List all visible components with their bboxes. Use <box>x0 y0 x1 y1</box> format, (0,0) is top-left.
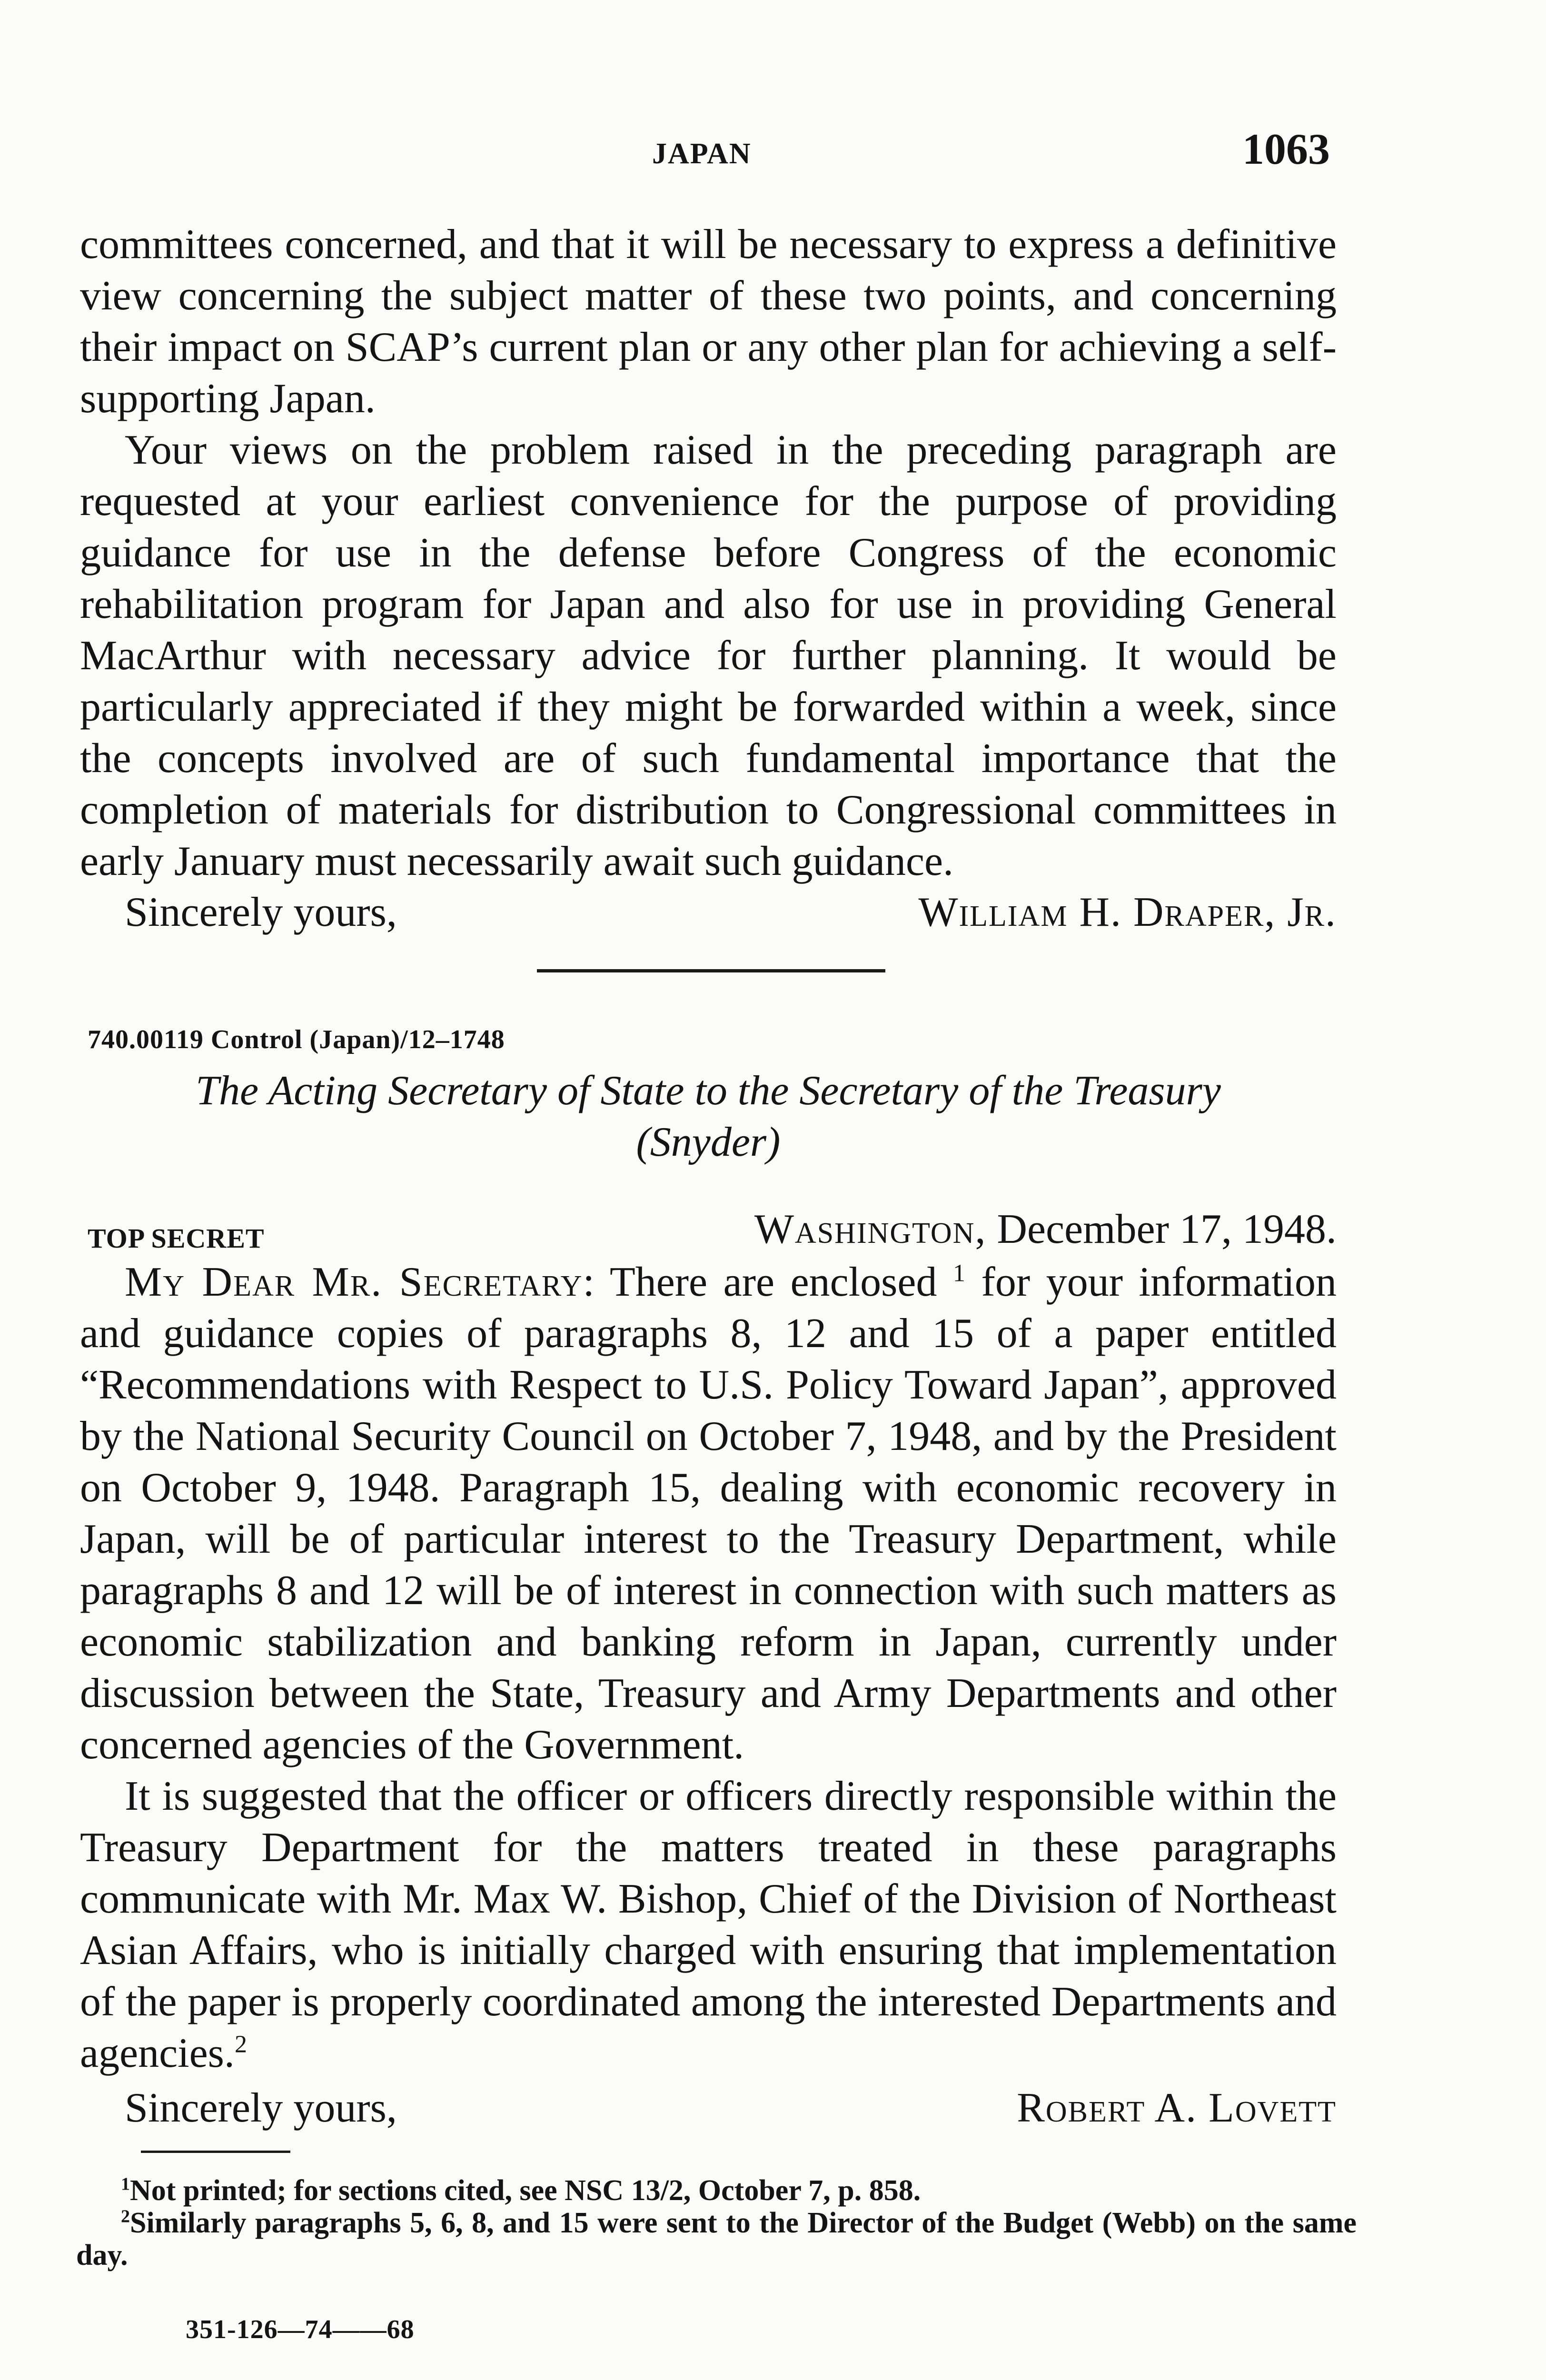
paragraph <box>80 1257 1337 1771</box>
footnotes <box>76 2174 1357 2271</box>
paragraph-text: It is suggested that the officer or officers directly responsible within the Treasury Department for the matters treated in these paragraphs communicate with Mr. Max W. Bishop, Chief of the Division of Northeast Asian Affairs, who is initially charged with ensuring that implementation of the paper is properly coordinated among the interested Departments and agencies. <box>80 1773 1337 2076</box>
footnote <box>76 2174 1357 2207</box>
salutation: My Dear Mr. Secretary <box>125 1259 583 1305</box>
paragraph-text: There are enclosed <box>595 1259 937 1305</box>
dateline <box>754 1205 1337 1253</box>
page-number: 1063 <box>1242 125 1330 173</box>
footnote-text: Not printed; for sections cited, see NSC 13/2, October 7, p. 858. <box>130 2174 921 2207</box>
footnote-rule <box>141 2151 290 2153</box>
dateline-place: Washington, <box>754 1206 987 1252</box>
letter-draper-body <box>80 219 1337 887</box>
section-divider <box>537 969 885 972</box>
footnote-marker: 2 <box>121 2206 130 2227</box>
paragraph <box>80 1771 1337 2079</box>
document-title-line: The Acting Secretary of State to the Secretary of the Treasury <box>196 1068 1221 1114</box>
signature: William H. Draper, Jr. <box>918 889 1337 935</box>
complimentary-close: Sincerely yours, <box>125 2085 397 2131</box>
closing-block <box>80 888 1337 941</box>
paragraph-text: for your information and guidance copies of paragraphs 8, 12 and 15 of a paper entitled “Recommendations with Respect to U.S. Policy Toward Japan”, approved by the National Security Council on October 7, 1948, and by the President on October 9, 1948. Paragraph 15, dealing with economic recovery in Japan, will be of particular interest to the Treasury Department, while paragraphs 8 and 12 will be of interest in connection with such matters as economic stabilization and banking reform in Japan, currently under discussion between the State, Treasury and Army Departments and other concerned agencies of the Government. <box>80 1259 1337 1768</box>
paragraph: Your views on the problem raised in the preceding paragraph are requested at your earliest convenience for the purpose of providing guidance for use in the defense before Congress of the economic rehabilitation program for Japan and also for use in providing General MacArthur with necessary advice for further planning. It would be particularly appreciated if they might be forwarded within a week, since the concepts involved are of such fundamental importance that the completion of materials for distribution to Congressional committees in early January must necessarily await such guidance. <box>80 427 1337 884</box>
closing-block <box>80 2084 1337 2136</box>
paragraph: committees concerned, and that it will be necessary to express a definitive view concerning the subject matter of these two points, and concerning their impact on SCAP’s current plan or any other plan for achieving a self-supporting Japan. <box>80 221 1337 422</box>
document-file-number: 740.00119 Control (Japan)/12–1748 <box>88 1025 505 1054</box>
letter-lovett-body <box>80 1257 1337 2079</box>
printer-code: 351-126—74——68 <box>186 2315 415 2344</box>
signature: Robert A. Lovett <box>1017 2085 1337 2131</box>
dateline-date: December 17, 1948. <box>997 1206 1337 1252</box>
footnote-text: Similarly paragraphs 5, 6, 8, and 15 were sent to the Director of the Budget (Webb) on the same day. <box>76 2207 1357 2271</box>
footnote-reference: 1 <box>953 1259 966 1287</box>
complimentary-close: Sincerely yours, <box>125 889 397 935</box>
running-head: JAPAN <box>652 138 752 170</box>
footnote <box>76 2207 1357 2271</box>
salutation-punctuation: : <box>583 1259 595 1305</box>
document-title-line: (Snyder) <box>636 1119 781 1165</box>
footnote-reference: 2 <box>234 2031 247 2058</box>
classification-marking: TOP SECRET <box>88 1223 265 1254</box>
footnote-marker: 1 <box>121 2174 130 2194</box>
document-title <box>80 1065 1337 1168</box>
